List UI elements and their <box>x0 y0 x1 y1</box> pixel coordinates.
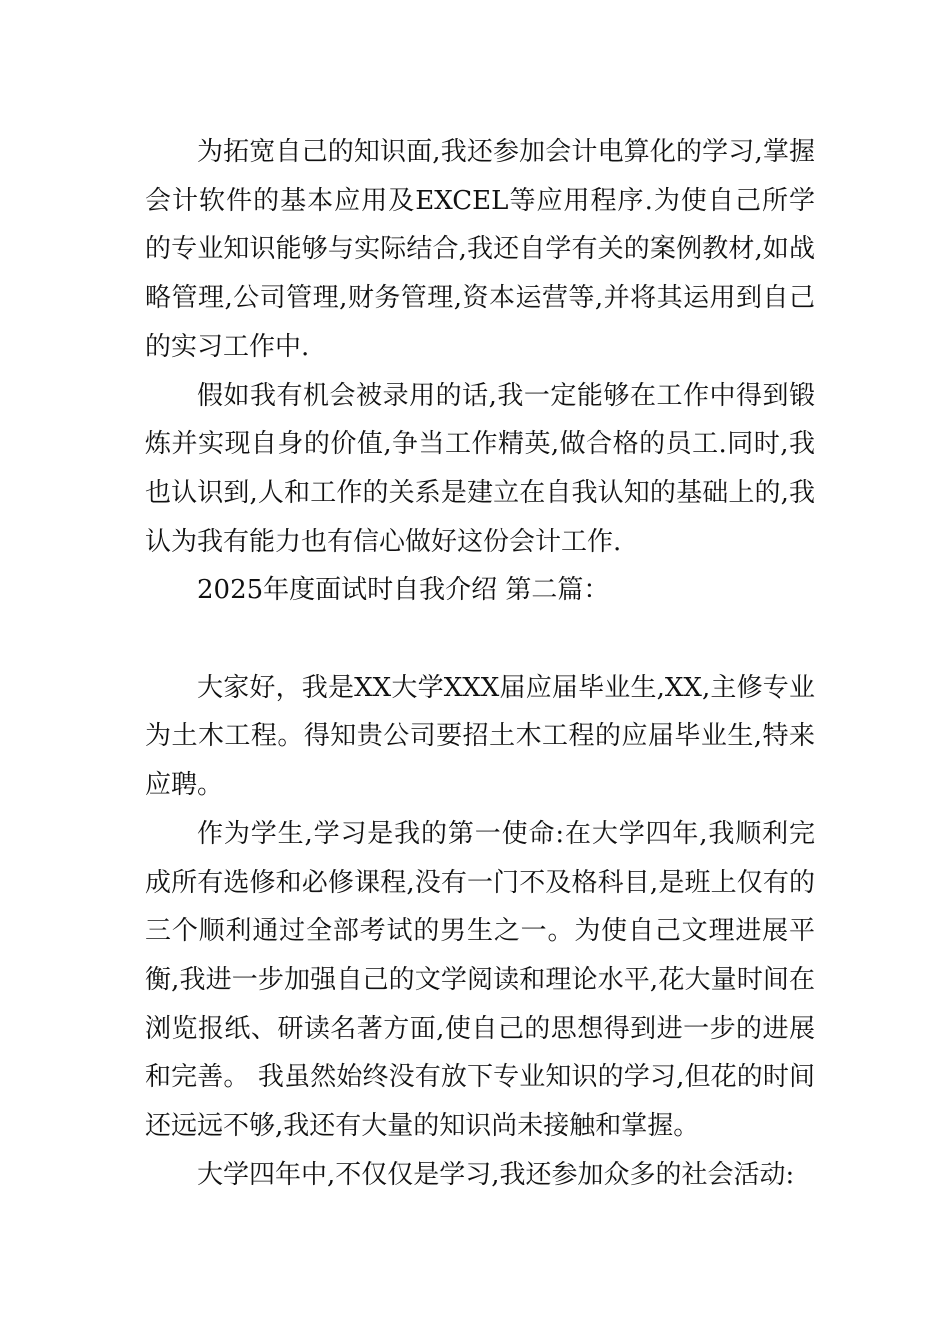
blank-line <box>145 615 815 664</box>
paragraph-study: 作为学生,学习是我的第一使命:在大学四年,我顺利完成所有选修和必修课程,没有一门不及格科目,是班上仅有的三个顺利通过全部考试的男生之一。为使自己文理进展平衡,我进一步加强自己的文学阅读和理论水平,花大量时间在浏览报纸、研读名著方面,使自己的思想得到进一步的进展和完善。 我虽然始终没有放下专业知识的学习,但花的时间还远远不够,我还有大量的知识尚未接触和掌握。 <box>145 818 815 1142</box>
paragraph-greeting: 大家好，我是XX大学XXX届应届毕业生,XX,主修专业为土木工程。得知贵公司要招土木工程的应届毕业生,特来应聘。 <box>145 672 815 801</box>
paragraph-computerized-accounting: 为拓宽自己的知识面,我还参加会计电算化的学习,掌握会计软件的基本应用及EXCEL等应用程序.为使自己所学的专业知识能够与实际结合,我还自学有关的案例教材,如战略管理,公司管理,财务管理,资本运营等,并将其运用到自己的实习工作中. <box>145 137 815 362</box>
paragraph-employment-hope: 假如我有机会被录用的话,我一定能够在工作中得到锻炼并实现自身的价值,争当工作精英,做合格的员工.同时,我也认识到,人和工作的关系是建立在自我认知的基础上的,我认为我有能力也有信心做好这份会计工作. <box>145 380 815 557</box>
section-heading-part-two: 2025年度面试时自我介绍 第二篇： <box>197 575 610 606</box>
document-body <box>145 128 815 1199</box>
paragraph-activities: 大学四年中,不仅仅是学习,我还参加众多的社会活动: <box>197 1159 795 1190</box>
